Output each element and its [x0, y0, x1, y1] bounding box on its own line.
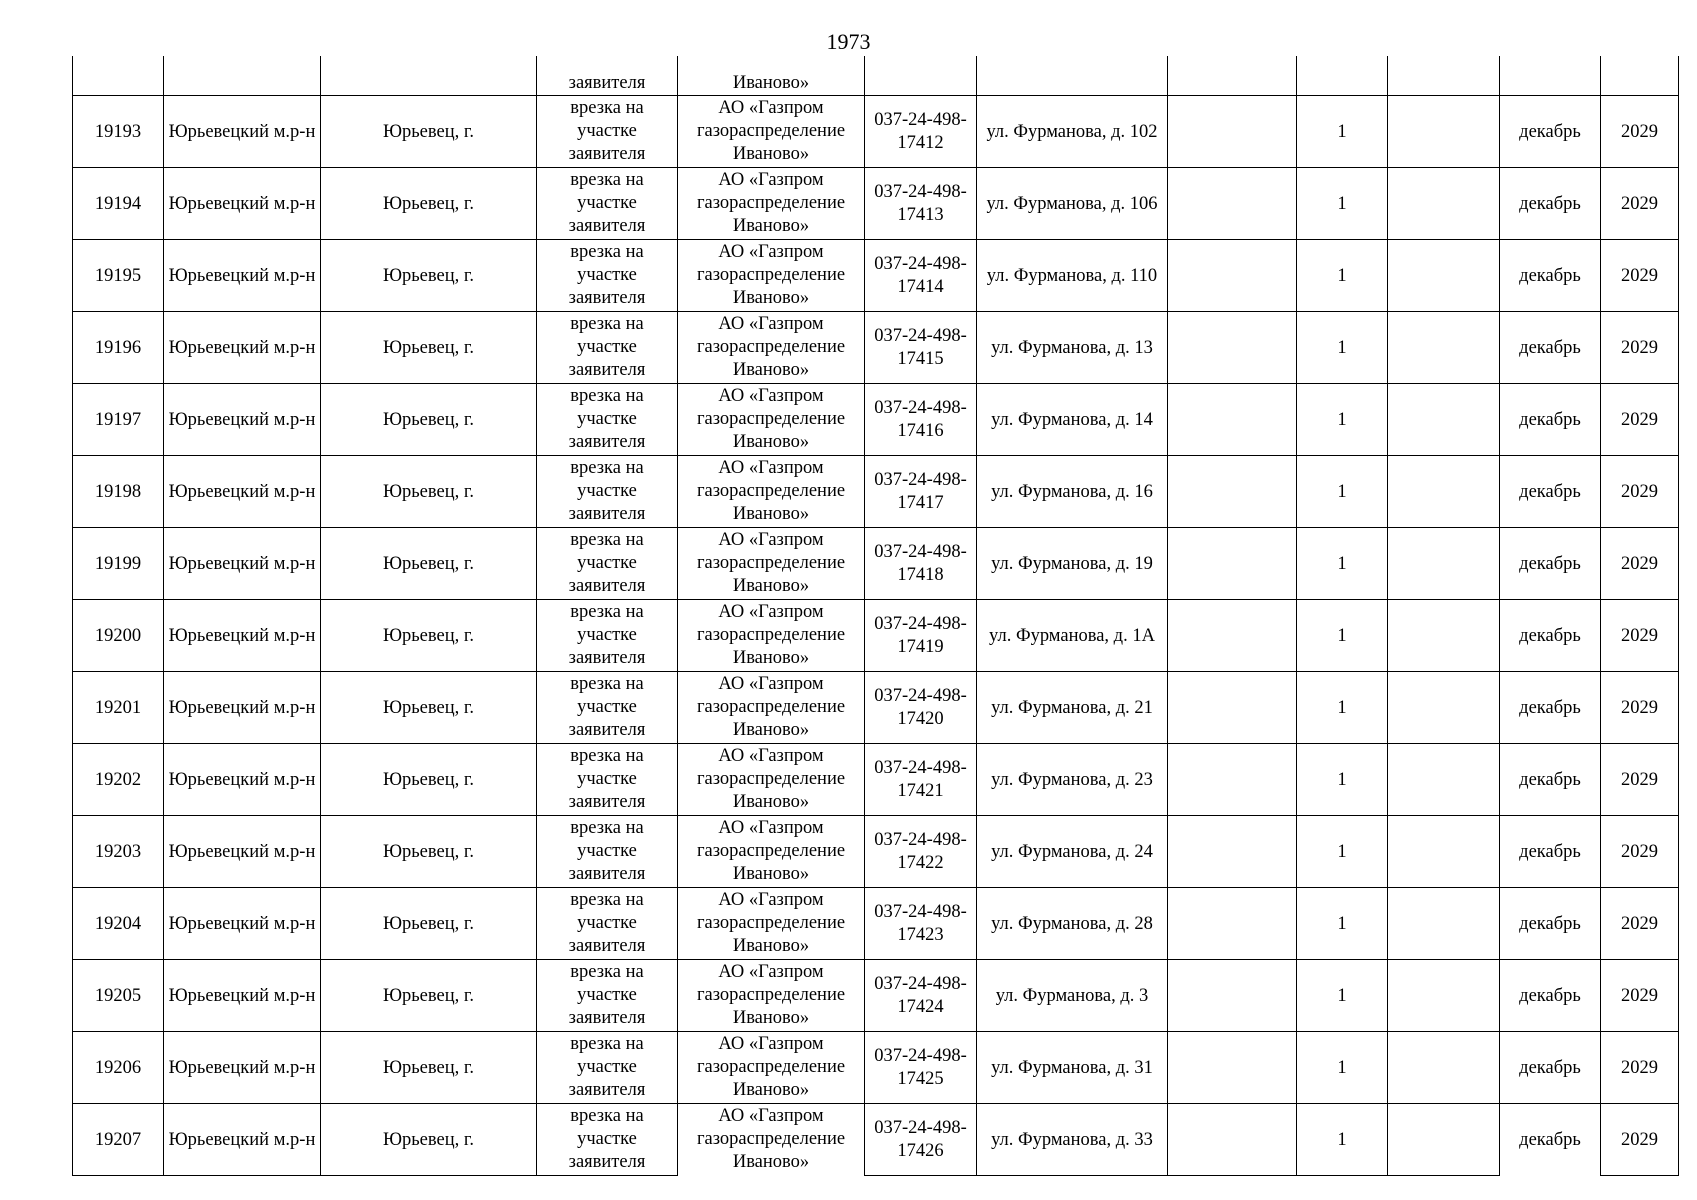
cell-month: декабрь [1500, 744, 1601, 816]
table-row [73, 960, 1679, 1032]
table-row [73, 384, 1679, 456]
cell-code: 037-24-498-17421 [865, 744, 977, 816]
table-row [73, 816, 1679, 888]
cell-year: 2029 [1601, 888, 1679, 960]
cell-organization: АО «Газпром газораспределение Иваново» [678, 384, 865, 456]
cell-blank [1388, 528, 1500, 600]
cell-code: 037-24-498-17419 [865, 600, 977, 672]
cell-work-type: врезка на участке заявителя [537, 1032, 678, 1104]
table-row [73, 888, 1679, 960]
table-row-continued [73, 56, 1679, 96]
cell-blank [1388, 672, 1500, 744]
cell-year: 2029 [1601, 456, 1679, 528]
cell-month: декабрь [1500, 816, 1601, 888]
cell-address: ул. Фурманова, д. 13 [977, 312, 1168, 384]
table-row [73, 456, 1679, 528]
cell-blank [1388, 960, 1500, 1032]
cell-year: 2029 [1601, 816, 1679, 888]
cell-address: ул. Фурманова, д. 19 [977, 528, 1168, 600]
cell-month: декабрь [1500, 312, 1601, 384]
cell-month: декабрь [1500, 1104, 1601, 1176]
cell-settlement: Юрьевец, г. [321, 744, 537, 816]
cell-district: Юрьевецкий м.р-н [164, 240, 321, 312]
cell-address: ул. Фурманова, д. 24 [977, 816, 1168, 888]
table-row [73, 744, 1679, 816]
cell-address: ул. Фурманова, д. 16 [977, 456, 1168, 528]
cell-work-type: врезка на участке заявителя [537, 888, 678, 960]
cell-count: 1 [1297, 816, 1388, 888]
cell-year: 2029 [1601, 96, 1679, 168]
cell-settlement: Юрьевец, г. [321, 96, 537, 168]
cell-count: 1 [1297, 744, 1388, 816]
cell-count: 1 [1297, 96, 1388, 168]
cell-year: 2029 [1601, 384, 1679, 456]
cell-year: 2029 [1601, 240, 1679, 312]
cell-organization: АО «Газпром газораспределение Иваново» [678, 960, 865, 1032]
cell-num: 19203 [73, 816, 164, 888]
cell-num: 19198 [73, 456, 164, 528]
cell-extra [1168, 240, 1297, 312]
cell-district: Юрьевецкий м.р-н [164, 384, 321, 456]
cell-code [865, 56, 977, 96]
cell-district: Юрьевецкий м.р-н [164, 168, 321, 240]
table-row [73, 672, 1679, 744]
cell-settlement: Юрьевец, г. [321, 672, 537, 744]
cell-count: 1 [1297, 960, 1388, 1032]
cell-month: декабрь [1500, 960, 1601, 1032]
cell-settlement: Юрьевец, г. [321, 312, 537, 384]
cell-month: декабрь [1500, 456, 1601, 528]
cell-year: 2029 [1601, 168, 1679, 240]
cell-address: ул. Фурманова, д. 23 [977, 744, 1168, 816]
cell-code: 037-24-498-17418 [865, 528, 977, 600]
cell-organization: АО «Газпром газораспределение Иваново» [678, 888, 865, 960]
cell-code: 037-24-498-17424 [865, 960, 977, 1032]
cell-month: декабрь [1500, 240, 1601, 312]
cell-organization: АО «Газпром газораспределение Иваново» [678, 1032, 865, 1104]
cell-work-type: врезка на участке заявителя [537, 960, 678, 1032]
cell-blank [1388, 888, 1500, 960]
cell-count: 1 [1297, 384, 1388, 456]
cell-organization: АО «Газпром газораспределение Иваново» [678, 600, 865, 672]
cell-code: 037-24-498-17415 [865, 312, 977, 384]
cell-num: 19204 [73, 888, 164, 960]
cell-extra [1168, 528, 1297, 600]
cell-extra [1168, 816, 1297, 888]
cell-num: 19196 [73, 312, 164, 384]
cell-num: 19197 [73, 384, 164, 456]
cell-work-type: врезка на участке заявителя [537, 1104, 678, 1176]
cell-num: 19207 [73, 1104, 164, 1176]
cell-district: Юрьевецкий м.р-н [164, 888, 321, 960]
cell-district [164, 56, 321, 96]
cell-extra [1168, 888, 1297, 960]
cell-code: 037-24-498-17426 [865, 1104, 977, 1176]
cell-blank [1388, 600, 1500, 672]
cell-blank [1388, 744, 1500, 816]
cell-year: 2029 [1601, 960, 1679, 1032]
cell-num [73, 56, 164, 96]
cell-work-type: врезка на участке заявителя [537, 744, 678, 816]
cell-address: ул. Фурманова, д. 31 [977, 1032, 1168, 1104]
cell-month: декабрь [1500, 528, 1601, 600]
cell-district: Юрьевецкий м.р-н [164, 1032, 321, 1104]
cell-year: 2029 [1601, 1032, 1679, 1104]
cell-count: 1 [1297, 312, 1388, 384]
cell-count: 1 [1297, 528, 1388, 600]
cell-count: 1 [1297, 600, 1388, 672]
table-row [73, 240, 1679, 312]
cell-code: 037-24-498-17416 [865, 384, 977, 456]
cell-extra [1168, 168, 1297, 240]
cell-extra [1168, 960, 1297, 1032]
cell-extra [1168, 312, 1297, 384]
cell-blank [1388, 1032, 1500, 1104]
cell-organization: Иваново» [678, 56, 865, 96]
cell-num: 19205 [73, 960, 164, 1032]
cell-work-type: врезка на участке заявителя [537, 528, 678, 600]
table-body [73, 56, 1679, 1176]
table-row [73, 312, 1679, 384]
cell-month [1500, 56, 1601, 96]
cell-organization: АО «Газпром газораспределение Иваново» [678, 816, 865, 888]
cell-num: 19200 [73, 600, 164, 672]
cell-settlement: Юрьевец, г. [321, 168, 537, 240]
cell-district: Юрьевецкий м.р-н [164, 816, 321, 888]
cell-district: Юрьевецкий м.р-н [164, 960, 321, 1032]
cell-work-type: заявителя [537, 56, 678, 96]
cell-num: 19206 [73, 1032, 164, 1104]
cell-organization: АО «Газпром газораспределение Иваново» [678, 744, 865, 816]
cell-organization: АО «Газпром газораспределение Иваново» [678, 240, 865, 312]
cell-year: 2029 [1601, 744, 1679, 816]
cell-extra [1168, 96, 1297, 168]
cell-district: Юрьевецкий м.р-н [164, 456, 321, 528]
cell-month: декабрь [1500, 888, 1601, 960]
cell-extra [1168, 672, 1297, 744]
cell-month: декабрь [1500, 672, 1601, 744]
cell-count: 1 [1297, 672, 1388, 744]
cell-code: 037-24-498-17423 [865, 888, 977, 960]
cell-work-type: врезка на участке заявителя [537, 168, 678, 240]
cell-count: 1 [1297, 1032, 1388, 1104]
cell-month: декабрь [1500, 1032, 1601, 1104]
cell-extra [1168, 1104, 1297, 1176]
table-row [73, 96, 1679, 168]
cell-settlement: Юрьевец, г. [321, 888, 537, 960]
cell-settlement: Юрьевец, г. [321, 816, 537, 888]
registry-table [72, 56, 1679, 1176]
cell-year: 2029 [1601, 312, 1679, 384]
cell-year: 2029 [1601, 528, 1679, 600]
cell-settlement: Юрьевец, г. [321, 600, 537, 672]
cell-code: 037-24-498-17412 [865, 96, 977, 168]
cell-settlement: Юрьевец, г. [321, 960, 537, 1032]
cell-address: ул. Фурманова, д. 14 [977, 384, 1168, 456]
table-row [73, 600, 1679, 672]
cell-extra [1168, 744, 1297, 816]
cell-organization: АО «Газпром газораспределение Иваново» [678, 528, 865, 600]
cell-settlement: Юрьевец, г. [321, 456, 537, 528]
cell-organization: АО «Газпром газораспределение Иваново» [678, 312, 865, 384]
cell-num: 19194 [73, 168, 164, 240]
cell-count: 1 [1297, 1104, 1388, 1176]
cell-code: 037-24-498-17425 [865, 1032, 977, 1104]
cell-count [1297, 56, 1388, 96]
cell-month: декабрь [1500, 96, 1601, 168]
cell-month: декабрь [1500, 600, 1601, 672]
cell-work-type: врезка на участке заявителя [537, 672, 678, 744]
cell-address [977, 56, 1168, 96]
cell-extra [1168, 456, 1297, 528]
cell-address: ул. Фурманова, д. 3 [977, 960, 1168, 1032]
cell-count: 1 [1297, 240, 1388, 312]
cell-district: Юрьевецкий м.р-н [164, 96, 321, 168]
cell-work-type: врезка на участке заявителя [537, 312, 678, 384]
page-number: 1973 [826, 29, 871, 54]
cell-work-type: врезка на участке заявителя [537, 96, 678, 168]
cell-settlement: Юрьевец, г. [321, 384, 537, 456]
cell-extra [1168, 384, 1297, 456]
cell-blank [1388, 240, 1500, 312]
cell-work-type: врезка на участке заявителя [537, 600, 678, 672]
cell-district: Юрьевецкий м.р-н [164, 312, 321, 384]
cell-settlement [321, 56, 537, 96]
cell-num: 19193 [73, 96, 164, 168]
cell-blank [1388, 56, 1500, 96]
cell-month: декабрь [1500, 384, 1601, 456]
cell-blank [1388, 384, 1500, 456]
cell-work-type: врезка на участке заявителя [537, 816, 678, 888]
cell-extra [1168, 600, 1297, 672]
cell-address: ул. Фурманова, д. 106 [977, 168, 1168, 240]
cell-work-type: врезка на участке заявителя [537, 456, 678, 528]
cell-organization: АО «Газпром газораспределение Иваново» [678, 1104, 865, 1176]
cell-work-type: врезка на участке заявителя [537, 240, 678, 312]
cell-code: 037-24-498-17414 [865, 240, 977, 312]
cell-count: 1 [1297, 888, 1388, 960]
cell-address: ул. Фурманова, д. 33 [977, 1104, 1168, 1176]
cell-address: ул. Фурманова, д. 21 [977, 672, 1168, 744]
cell-work-type: врезка на участке заявителя [537, 384, 678, 456]
cell-extra [1168, 1032, 1297, 1104]
cell-year [1601, 56, 1679, 96]
cell-extra [1168, 56, 1297, 96]
table-row [73, 168, 1679, 240]
cell-organization: АО «Газпром газораспределение Иваново» [678, 168, 865, 240]
cell-month: декабрь [1500, 168, 1601, 240]
cell-blank [1388, 168, 1500, 240]
cell-num: 19201 [73, 672, 164, 744]
cell-year: 2029 [1601, 1104, 1679, 1176]
cell-blank [1388, 96, 1500, 168]
cell-district: Юрьевецкий м.р-н [164, 744, 321, 816]
cell-year: 2029 [1601, 672, 1679, 744]
cell-organization: АО «Газпром газораспределение Иваново» [678, 672, 865, 744]
cell-code: 037-24-498-17413 [865, 168, 977, 240]
cell-organization: АО «Газпром газораспределение Иваново» [678, 456, 865, 528]
cell-num: 19195 [73, 240, 164, 312]
cell-blank [1388, 1104, 1500, 1176]
cell-num: 19199 [73, 528, 164, 600]
cell-address: ул. Фурманова, д. 110 [977, 240, 1168, 312]
cell-num: 19202 [73, 744, 164, 816]
cell-count: 1 [1297, 456, 1388, 528]
cell-settlement: Юрьевец, г. [321, 1032, 537, 1104]
cell-district: Юрьевецкий м.р-н [164, 672, 321, 744]
cell-settlement: Юрьевец, г. [321, 1104, 537, 1176]
cell-code: 037-24-498-17417 [865, 456, 977, 528]
cell-district: Юрьевецкий м.р-н [164, 600, 321, 672]
cell-district: Юрьевецкий м.р-н [164, 528, 321, 600]
cell-blank [1388, 816, 1500, 888]
cell-count: 1 [1297, 168, 1388, 240]
cell-blank [1388, 312, 1500, 384]
cell-address: ул. Фурманова, д. 28 [977, 888, 1168, 960]
cell-year: 2029 [1601, 600, 1679, 672]
table-row [73, 1104, 1679, 1176]
cell-code: 037-24-498-17420 [865, 672, 977, 744]
cell-address: ул. Фурманова, д. 1А [977, 600, 1168, 672]
cell-settlement: Юрьевец, г. [321, 528, 537, 600]
cell-blank [1388, 456, 1500, 528]
cell-code: 037-24-498-17422 [865, 816, 977, 888]
table-row [73, 528, 1679, 600]
cell-district: Юрьевецкий м.р-н [164, 1104, 321, 1176]
cell-settlement: Юрьевец, г. [321, 240, 537, 312]
cell-organization: АО «Газпром газораспределение Иваново» [678, 96, 865, 168]
table-row [73, 1032, 1679, 1104]
cell-address: ул. Фурманова, д. 102 [977, 96, 1168, 168]
